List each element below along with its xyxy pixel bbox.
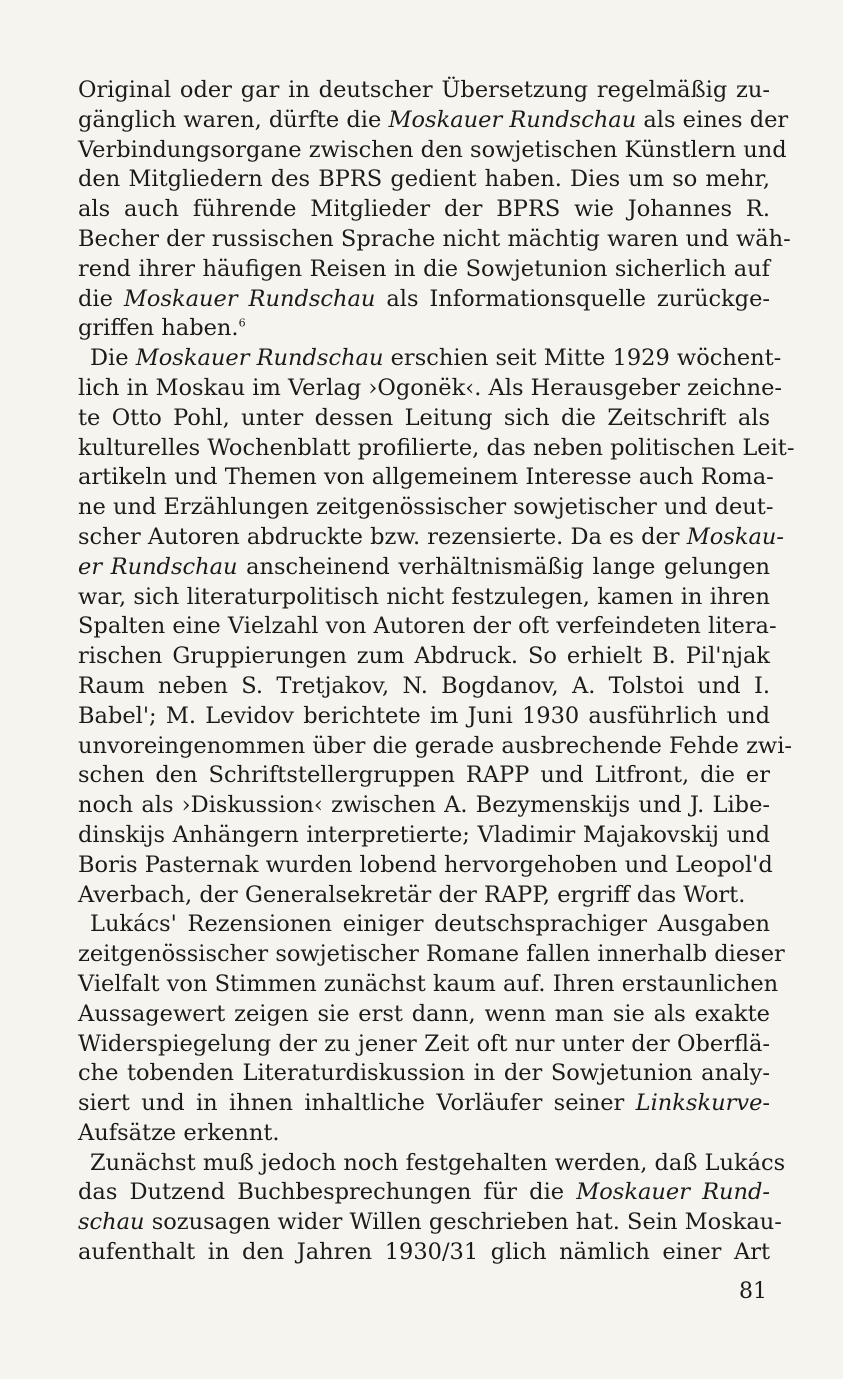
text-run: Verbindungsorgane zwischen den sowjetischen Künstlern und	[78, 136, 787, 163]
italic-title: Linkskurve	[635, 1090, 763, 1117]
text-run: rischen Gruppierungen zum Abdruck. So erhielt B. Pil'njak	[78, 643, 770, 670]
text-run: ne und Erzählungen zeitgenössischer sowjetischer und deut-	[78, 494, 774, 521]
text-line	[78, 463, 774, 493]
text-line	[78, 612, 777, 642]
text-line	[78, 1089, 770, 1119]
text-line	[78, 136, 787, 166]
text-line	[78, 344, 782, 374]
text-run: siert und in ihnen inhaltliche Vorläufer seiner	[78, 1090, 636, 1117]
text-line	[78, 672, 770, 702]
text-line	[78, 1030, 770, 1060]
text-line	[78, 1238, 770, 1268]
text-run: aufenthalt in den Jahren 1930/31 glich nämlich einer Art	[78, 1239, 770, 1266]
text-run: unvoreingenommen über die gerade ausbrechende Fehde zwi-	[78, 732, 792, 759]
text-run: Averbach, der Generalsekretär der RAPP, ergriff das Wort.	[78, 881, 746, 908]
paragraph-2	[78, 344, 795, 910]
text-run: als eines der	[636, 106, 789, 133]
text-line	[78, 1178, 770, 1208]
text-run: die	[78, 285, 124, 312]
text-run: den Mitgliedern des BPRS gedient haben. Dies um so mehr,	[78, 166, 770, 193]
text-line	[78, 702, 770, 732]
text-line	[78, 374, 783, 404]
italic-title: er Rundschau	[78, 553, 238, 580]
text-line	[78, 76, 770, 106]
text-run: Becher der russischen Sprache nicht mächtig waren und wäh-	[78, 225, 791, 252]
text-run: schen den Schriftstellergruppen RAPP und Litfront, die er	[78, 762, 770, 789]
text-line	[78, 1059, 770, 1089]
text-run: Babel'; M. Levidov berichtete im Juni 1930 ausführlich und	[78, 702, 770, 729]
text-line	[78, 1119, 770, 1149]
italic-title: Moskauer Rundschau	[135, 345, 384, 372]
text-line	[78, 970, 779, 1000]
text-run: anscheinend verhältnismäßig lange gelungen	[237, 553, 771, 580]
footnote-marker: 6	[238, 316, 246, 330]
page-body	[78, 76, 795, 1268]
text-line	[78, 821, 770, 851]
text-line	[78, 940, 785, 970]
text-run: che tobenden Literaturdiskussion in der Sowjetunion analy-	[78, 1060, 770, 1087]
text-line	[78, 1149, 786, 1179]
text-run: griffen haben.	[78, 315, 239, 342]
text-run: Spalten eine Vielzahl von Autoren der oft verfeindeten litera-	[78, 613, 777, 640]
text-line	[78, 642, 770, 672]
text-run: das Dutzend Buchbesprechungen für die	[78, 1179, 577, 1206]
text-line	[78, 404, 770, 434]
text-run: sozusagen wider Willen geschrieben hat. Sein Moskau-	[144, 1209, 782, 1236]
text-line	[78, 583, 770, 613]
text-run: Lukács' Rezensionen einiger deutschsprachiger Ausgaben	[90, 911, 770, 938]
text-line	[78, 1000, 770, 1030]
text-run: noch als ›Diskussion‹ zwischen A. Bezymenskijs und J. Libe-	[78, 792, 770, 819]
text-line	[78, 285, 770, 315]
text-run: Zunächst muß jedoch noch festgehalten werden, daß Lukács	[90, 1149, 786, 1176]
text-run: dinskijs Anhängern interpretierte; Vladimir Majakovskij und	[78, 821, 770, 848]
paragraph-1	[78, 76, 791, 344]
text-line	[78, 732, 792, 762]
italic-title: schau	[78, 1209, 145, 1236]
text-run: -	[762, 1090, 770, 1117]
text-line	[78, 910, 770, 940]
text-run: als Informationsquelle zurückge-	[375, 285, 770, 312]
text-line	[78, 1208, 782, 1238]
text-run: Vielfalt von Stimmen zunächst kaum auf. Ihren erstaunlichen	[78, 970, 779, 997]
text-run: Original oder gar in deutscher Übersetzung regelmäßig zu-	[78, 77, 770, 103]
page-number: 81	[739, 1279, 767, 1304]
text-run: rend ihrer häufigen Reisen in die Sowjetunion sicherlich auf	[78, 255, 770, 282]
text-line	[78, 553, 770, 583]
paragraph-3	[78, 910, 785, 1148]
italic-title: Moskauer Rundschau	[123, 285, 376, 312]
paragraph-4	[78, 1149, 786, 1268]
text-line	[78, 523, 785, 553]
text-line	[78, 493, 774, 523]
text-run: artikeln und Themen von allgemeinem Interesse auch Roma-	[78, 464, 774, 491]
text-run: Die	[90, 345, 136, 372]
text-run: scher Autoren abdruckte bzw. rezensierte. Da es der	[78, 523, 687, 550]
text-run: Raum neben S. Tretjakov, N. Bogdanov, A. Tolstoi und I.	[78, 672, 770, 699]
text-run: zeitgenössischer sowjetischer Romane fallen innerhalb dieser	[78, 941, 785, 968]
text-run: te Otto Pohl, unter dessen Leitung sich die Zeitschrift als	[78, 404, 770, 431]
text-line	[78, 791, 770, 821]
text-run: gänglich waren, dürfte die	[78, 106, 389, 133]
text-line	[78, 195, 770, 225]
text-run: war, sich literaturpolitisch nicht festzulegen, kamen in ihren	[78, 583, 770, 610]
text-line	[78, 434, 795, 464]
text-run: lich in Moskau im Verlag ›Ogonëk‹. Als Herausgeber zeichne-	[78, 374, 783, 401]
text-run: Aufsätze erkennt.	[78, 1119, 280, 1146]
text-line	[78, 106, 789, 136]
text-line	[78, 851, 773, 881]
text-line	[78, 314, 770, 344]
text-line	[78, 165, 770, 195]
text-run: erschien seit Mitte 1929 wöchent-	[383, 345, 782, 372]
italic-title: Moskauer Rund-	[576, 1179, 771, 1206]
text-line	[78, 761, 770, 791]
text-run: Boris Pasternak wurden lobend hervorgehoben und Leopol'd	[78, 851, 773, 878]
text-line	[78, 225, 791, 255]
text-run: kulturelles Wochenblatt profilierte, das neben politischen Leit-	[78, 434, 795, 461]
text-run: Aussagewert zeigen sie erst dann, wenn man sie als exakte	[78, 1000, 770, 1027]
text-run: als auch führende Mitglieder der BPRS wie Johannes R.	[78, 196, 770, 223]
text-run: Widerspiegelung der zu jener Zeit oft nur unter der Oberflä-	[78, 1030, 770, 1057]
text-line	[78, 255, 770, 285]
text-line	[78, 881, 770, 911]
italic-title: Moskau-	[686, 523, 785, 550]
italic-title: Moskauer Rundschau	[388, 106, 637, 133]
